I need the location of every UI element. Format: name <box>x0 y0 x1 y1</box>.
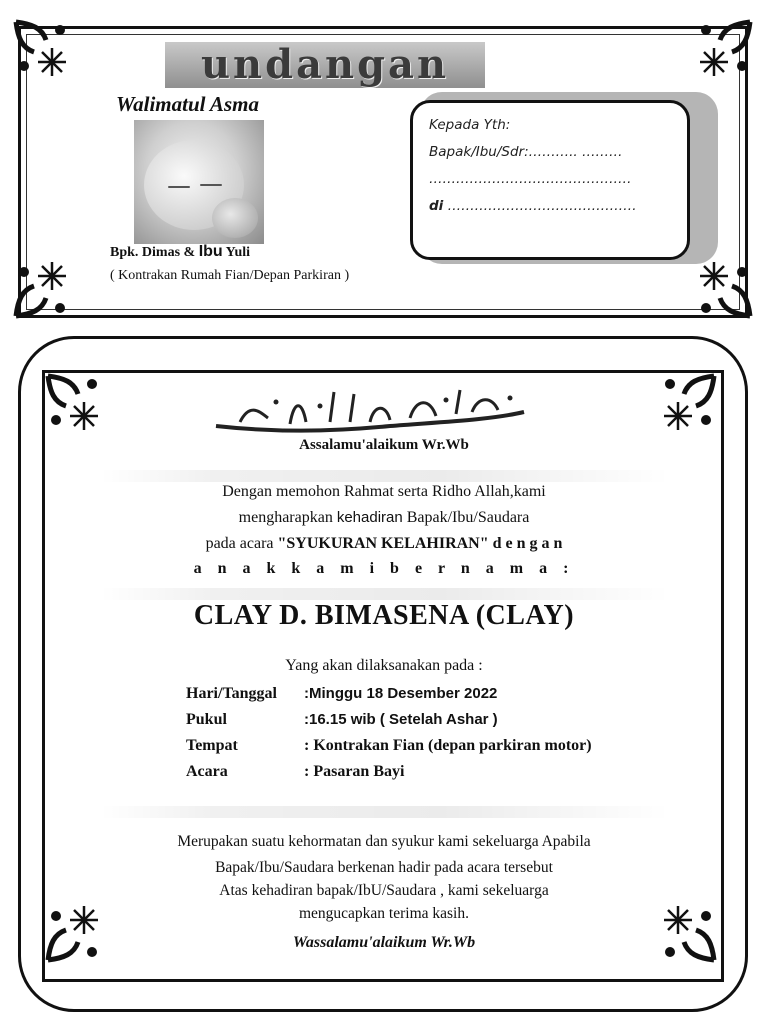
recipient-line-4: di …………………………………… <box>429 198 637 214</box>
recipient-box <box>410 100 690 260</box>
faded-background-text <box>100 588 670 600</box>
faded-background-text <box>100 470 670 482</box>
invitation-line-5: Yang akan dilaksanakan pada : <box>285 657 483 674</box>
baby-photo <box>134 120 264 244</box>
bismillah-calligraphy-icon <box>210 382 530 436</box>
event-subtitle: Walimatul Asma <box>116 92 259 116</box>
snowflake-ornament-icon <box>12 18 76 82</box>
address: ( Kontrakan Rumah Fian/Depan Parkiran ) <box>110 268 350 283</box>
father-name: Bpk. Dimas & <box>110 245 199 260</box>
closing-line-4: mengucapkan terima kasih. <box>298 905 469 922</box>
snowflake-ornament-icon <box>12 256 76 320</box>
detail-label: Acara <box>186 763 228 780</box>
snowflake-ornament-icon <box>690 18 754 82</box>
invitation-top-card <box>0 0 768 330</box>
closing-line-3: Atas kehadiran bapak/IbU/Saudara , kami sekeluarga <box>219 882 549 899</box>
invitation-line-2: mengharapkan kehadiran Bapak/Ibu/Saudara <box>238 509 530 526</box>
detail-value: :Minggu 18 Desember 2022 <box>304 685 498 702</box>
snowflake-ornament-icon <box>654 372 718 436</box>
closing-greeting: Wassalamu'alaikum Wr.Wb <box>292 934 476 951</box>
invitation-line-1: Dengan memohon Rahmat serta Ridho Allah,kami <box>222 483 546 500</box>
detail-label: Hari/Tanggal <box>186 685 277 702</box>
invitation-line-4: a n a k k a m i b e r n a m a : <box>193 560 575 577</box>
recipient-line-2: Bapak/Ibu/Sdr:……….. ……… <box>429 144 623 160</box>
mother-title: Ibu <box>198 243 223 260</box>
detail-value: : Kontrakan Fian (depan parkiran motor) <box>304 737 592 754</box>
faded-background-text <box>100 806 670 818</box>
closing-line-2: Bapak/Ibu/Saudara berkenan hadir pada acara tersebut <box>215 859 553 876</box>
invitation-line-3: pada acara "SYUKURAN KELAHIRAN" d e n g a n <box>205 535 563 552</box>
detail-label: Pukul <box>186 711 227 728</box>
detail-value: : Pasaran Bayi <box>304 763 405 780</box>
closing-line-1: Merupakan suatu kehormatan dan syukur kami sekeluarga Apabila <box>177 833 591 850</box>
greeting: Assalamu'alaikum Wr.Wb <box>299 437 469 453</box>
parents-names <box>110 243 250 261</box>
title-banner <box>165 42 485 88</box>
detail-label: Tempat <box>186 737 238 754</box>
mother-name: Yuli <box>222 245 251 260</box>
detail-value: :16.15 wib ( Setelah Ashar ) <box>304 711 498 728</box>
recipient-line-3: ……………………………………… <box>429 171 632 187</box>
child-name: CLAY D. BIMASENA (CLAY) <box>193 600 575 631</box>
recipient-line-1: Kepada Yth: <box>429 117 511 133</box>
page-title: undangan <box>200 41 450 88</box>
snowflake-ornament-icon <box>44 372 108 436</box>
snowflake-ornament-icon <box>690 256 754 320</box>
